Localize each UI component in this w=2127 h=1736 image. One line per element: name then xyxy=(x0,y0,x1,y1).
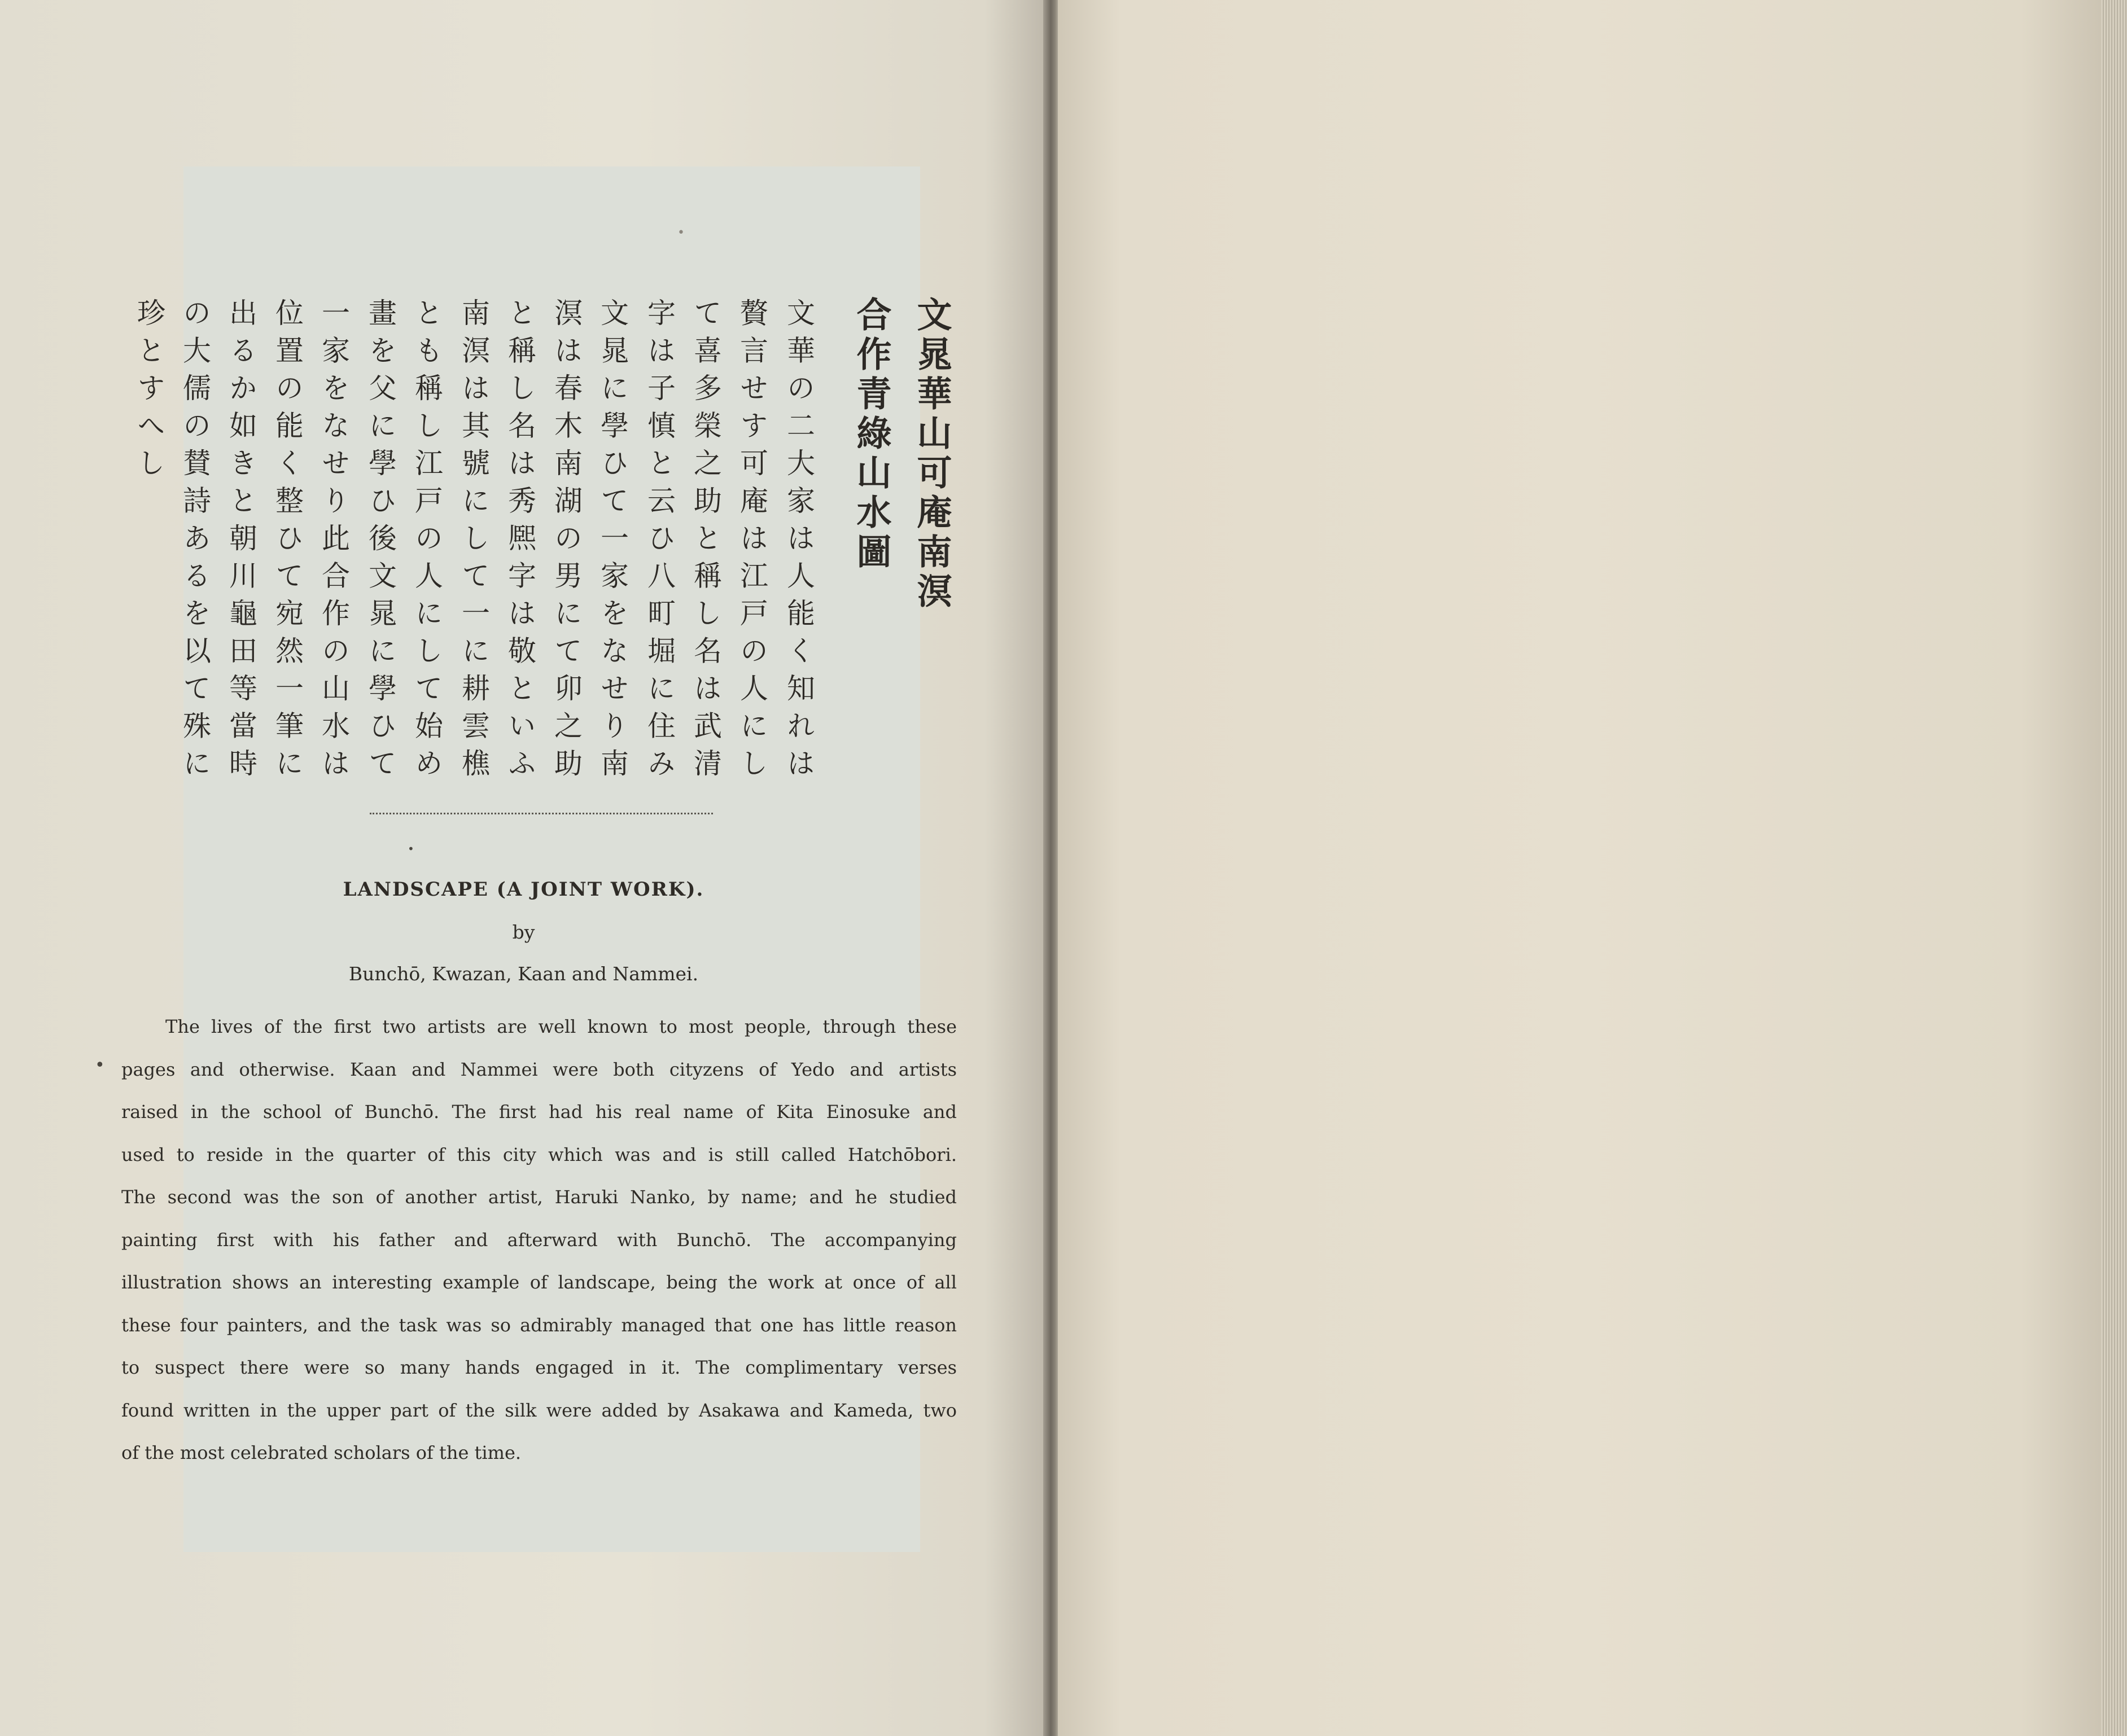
english-line-4: used to reside in the quarter of this city which was and is still called Hatchōbori. xyxy=(121,1143,957,1165)
japanese-body-column-9: とも稱し江戸の人にして始め xyxy=(410,298,443,786)
japanese-body-column-5: 文晁に學ひて一家をなせり南 xyxy=(596,298,629,786)
english-line-6: painting first with his father and afterward with Bunchō. The accompanying xyxy=(121,1229,957,1251)
english-paragraph xyxy=(121,1012,957,1481)
japanese-body-column-15: 珍とすへし xyxy=(133,298,165,486)
english-line-7: illustration shows an interesting example of landscape, being the work at once of all xyxy=(121,1272,957,1293)
japanese-body-column-3: て喜多榮之助と稱し名は武清 xyxy=(689,298,722,786)
japanese-body-column-14: の大儒の賛詩あるを以て殊に xyxy=(178,298,211,786)
japanese-body-column-13: 出るか如きと朝川龜田等當時 xyxy=(225,298,257,786)
japanese-body-column-8: 南溟は其號にして一に耕雲樵 xyxy=(457,298,490,786)
english-artists: Bunchō, Kwazan, Kaan and Nammei. xyxy=(348,963,699,985)
page-edge-stack xyxy=(2101,0,2127,1736)
english-byline: by xyxy=(512,921,535,943)
japanese-title-line-2: 合作青綠山水圖 xyxy=(851,296,892,573)
english-line-8: these four painters, and the task was so admirably managed that one has little reason xyxy=(121,1314,957,1336)
japanese-body-column-10: 畫を父に學ひ後文晁に學ひて xyxy=(364,298,397,786)
japanese-body-column-6: 溟は春木南湖の男にて卯之助 xyxy=(550,298,583,786)
print-speck-mark: • xyxy=(408,842,414,856)
margin-dot-mark: • xyxy=(95,1055,105,1075)
print-speck-mark: • xyxy=(677,226,685,240)
japanese-body-column-4: 字は子慎と云ひ八町堀に住み xyxy=(643,298,676,786)
left-page xyxy=(0,0,1047,1736)
japanese-body-column-7: と稱し名は秀熈字は敬といふ xyxy=(504,298,536,786)
english-line-5: The second was the son of another artist, Haruki Nanko, by name; and he studied xyxy=(121,1186,957,1208)
english-line-11: of the most celebrated scholars of the time. xyxy=(121,1442,522,1463)
english-line-1: The lives of the first two artists are well known to most people, through these xyxy=(165,1016,957,1037)
right-page-blank xyxy=(1058,0,2104,1736)
japanese-body-column-1: 文華の二大家は人能く知れは xyxy=(782,298,815,786)
japanese-body-column-11: 一家をなせり此合作の山水は xyxy=(317,298,350,786)
english-line-3: raised in the school of Bunchō. The first had his real name of Kita Einosuke and xyxy=(121,1101,957,1123)
english-line-2: pages and otherwise. Kaan and Nammei were both cityzens of Yedo and artists xyxy=(121,1058,957,1080)
japanese-body-column-2: 贅言せす可庵は江戸の人にし xyxy=(736,298,768,786)
english-line-10: found written in the upper part of the silk were added by Asakawa and Kameda, two xyxy=(121,1399,957,1421)
english-line-9: to suspect there were so many hands engaged in it. The complimentary verses xyxy=(121,1357,957,1378)
english-heading: LANDSCAPE (A JOINT WORK). xyxy=(343,878,704,901)
japanese-body-column-12: 位置の能く整ひて宛然一筆に xyxy=(271,298,304,786)
japanese-title-line-1: 文晁華山可庵南溟 xyxy=(911,296,952,612)
dotted-divider xyxy=(370,813,713,814)
